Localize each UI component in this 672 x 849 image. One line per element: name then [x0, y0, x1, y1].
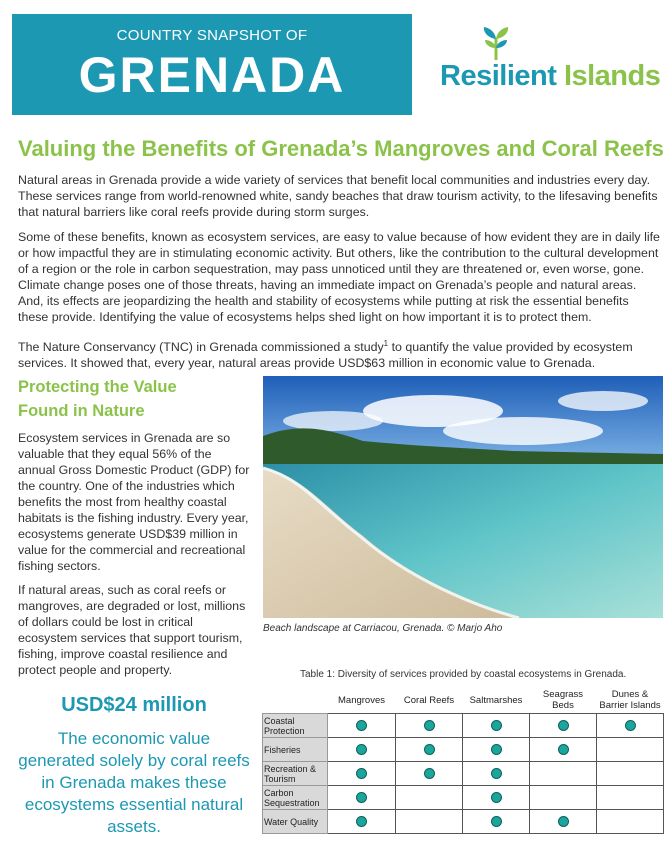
table-cell	[597, 714, 664, 738]
table-cell	[463, 762, 530, 786]
col-header-mangroves: Mangroves	[338, 694, 385, 706]
table-cell	[530, 810, 597, 834]
row-label: Carbon Sequestration	[263, 786, 328, 810]
section-paragraph-1: Ecosystem services in Grenada are so valuable that they equal 56% of the annual Gross Domestic Product (GDP) for the country. One of the industries which benefits the most from healthy coastal habitats is the fishing industry. Every year, ecosystems generate USD$39 million in value for the commercial and recreational fishing sectors.	[18, 431, 250, 573]
services-table	[262, 687, 664, 834]
section-heading-line2: Found in Nature	[18, 402, 145, 420]
table-cell	[597, 762, 664, 786]
table-cell	[328, 810, 396, 834]
service-dot-icon	[491, 744, 502, 755]
table-cell	[396, 810, 463, 834]
sprout-icon	[476, 26, 516, 60]
service-dot-icon	[424, 768, 435, 779]
service-dot-icon	[625, 720, 636, 731]
table-row	[263, 738, 664, 762]
table-cell	[463, 738, 530, 762]
table-cell	[328, 786, 396, 810]
row-label: Coastal Protection	[263, 714, 328, 738]
row-label: Fisheries	[263, 738, 328, 762]
table-cell	[597, 810, 664, 834]
service-dot-icon	[491, 768, 502, 779]
logo-wordmark	[440, 60, 660, 93]
service-dot-icon	[558, 744, 569, 755]
table-cell	[597, 786, 664, 810]
logo-word-resilient: Resilient	[440, 60, 557, 92]
table-cell	[396, 786, 463, 810]
table-cell	[530, 714, 597, 738]
service-dot-icon	[491, 816, 502, 827]
service-dot-icon	[424, 744, 435, 755]
para3-text-end: to quantify the value provided by ecosystem services. It showed that, every year, natural areas provide USD$63 million in economic value to Grenada.	[18, 340, 633, 371]
intro-paragraph-3	[18, 336, 660, 371]
service-dot-icon	[356, 744, 367, 755]
col-header-coral-reefs: Coral Reefs	[403, 694, 455, 706]
header-banner	[12, 14, 412, 115]
col-header-seagrass-beds: Seagrass Beds	[542, 689, 584, 711]
table-cell	[530, 738, 597, 762]
table-cell	[328, 714, 396, 738]
service-dot-icon	[356, 720, 367, 731]
row-label: Recreation & Tourism	[263, 762, 328, 786]
row-label: Water Quality	[263, 810, 328, 834]
table-cell	[463, 786, 530, 810]
table-cell	[396, 714, 463, 738]
table-cell	[530, 762, 597, 786]
section-paragraph-2: If natural areas, such as coral reefs or mangroves, are degraded or lost, millions of dollars could be lost in critical ecosystem services that support tourism, fishing, improve coastal resilience and protect people and property.	[18, 583, 246, 677]
resilient-islands-logo	[440, 26, 662, 96]
table-row	[263, 762, 664, 786]
banner-subtitle: COUNTRY SNAPSHOT OF	[116, 27, 308, 44]
service-dot-icon	[558, 816, 569, 827]
section-heading-line1: Protecting the Value	[18, 378, 177, 396]
table-row	[263, 810, 664, 834]
footnote-ref: 1	[383, 339, 389, 348]
table-row	[263, 786, 664, 810]
service-dot-icon	[491, 792, 502, 803]
para3-text: The Nature Conservancy (TNC) in Grenada commissioned a study	[18, 340, 384, 355]
banner-country: GRENADA	[78, 47, 346, 103]
table-cell	[463, 714, 530, 738]
table-cell	[328, 762, 396, 786]
table-caption: Table 1: Diversity of services provided by coastal ecosystems in Grenada.	[300, 669, 627, 680]
table-cell	[530, 786, 597, 810]
logo-word-islands: Islands	[563, 60, 661, 92]
table-header-row	[263, 687, 664, 714]
col-header-saltmarshes: Saltmarshes	[469, 694, 523, 706]
table-row	[263, 714, 664, 738]
table-corner	[263, 687, 328, 714]
table-cell	[597, 738, 664, 762]
stat-value: USD$24 million	[61, 694, 207, 716]
table-cell	[396, 762, 463, 786]
col-header-dunes: Dunes & Barrier Islands	[599, 689, 661, 711]
beach-photo	[263, 376, 663, 618]
table-cell	[396, 738, 463, 762]
table-cell	[328, 738, 396, 762]
intro-paragraph-2: Some of these benefits, known as ecosystem services, are easy to value because of how evident they are in daily life or how impactful they are in stimulating economic activity. But others, like the contribution to the cultural development of a region or the role in carbon sequestration, may pass unnoticed until they are threatened or, even worse, gone. Climate change poses one of those threats, having an immediate impact on Grenada’s people and natural areas. And, its effects are jeopardizing the health and stability of ecosystems while putting at risk the essential benefits these provide. Identifying the value of ecosystems helps shed light on how important it is to protect them.	[18, 230, 660, 324]
photo-caption: Beach landscape at Carriacou, Grenada. © Marjo Aho	[263, 623, 503, 634]
page-title: Valuing the Benefits of Grenada’s Mangroves and Coral Reefs	[18, 136, 664, 161]
service-dot-icon	[356, 792, 367, 803]
service-dot-icon	[491, 720, 502, 731]
table-cell	[463, 810, 530, 834]
intro-paragraph-1: Natural areas in Grenada provide a wide variety of services that benefit local communities and industries every day. These services range from world-renowned white, sandy beaches that draw tourism activity, to the lifesaving benefits that natural barriers like coral reefs provide during storm surges.	[18, 173, 658, 219]
stat-description: The economic value generated solely by coral reefs in Grenada makes these ecosystems essential natural assets.	[18, 729, 250, 836]
service-dot-icon	[356, 768, 367, 779]
service-dot-icon	[558, 720, 569, 731]
service-dot-icon	[356, 816, 367, 827]
service-dot-icon	[424, 720, 435, 731]
table-body	[263, 714, 664, 834]
